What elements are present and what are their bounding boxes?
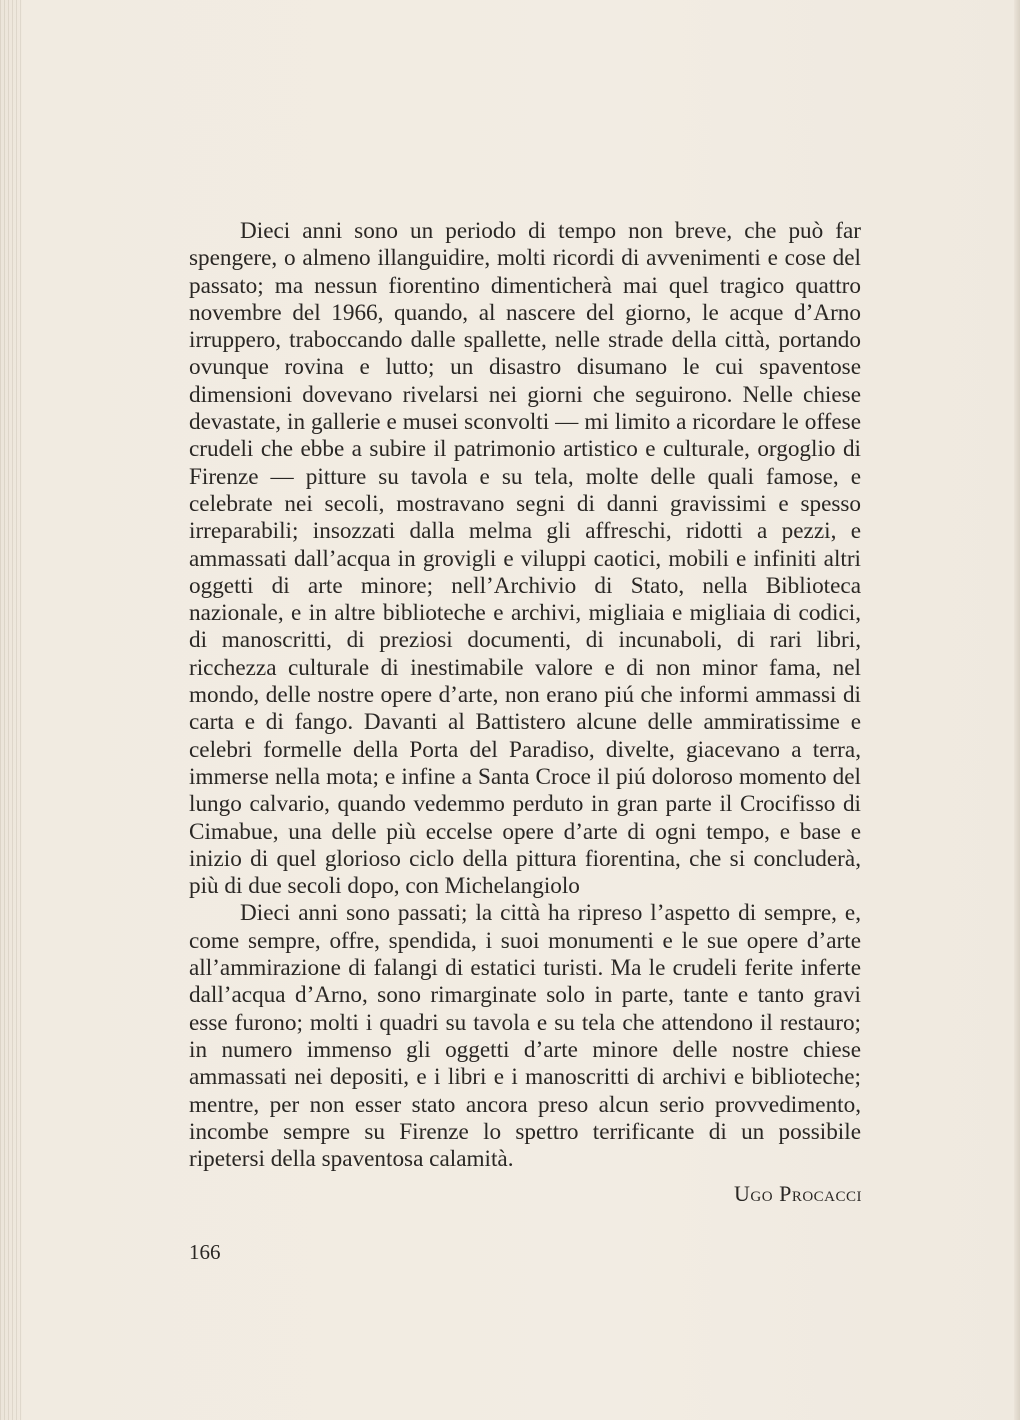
author-signature: Ugo Procacci	[734, 1181, 862, 1206]
page-number: 166	[189, 1240, 221, 1264]
paragraph-1: Dieci anni sono un periodo di tempo non breve, che può far spengere, o almeno illanguidire, molti ricordi di avvenimenti e cose del passato; ma nessun fiorentino dimenticherà mai quel tragico quattro novembre del 1966, quando, al nascere del giorno, le acque d’Arno irruppero, traboccando dalle spallette, nelle strade della città, portando ovunque rovina e lutto; un disastro disumano le cui spaventose dimensioni dovevano rivelarsi nei giorni che seguirono. Nelle chiese devastate, in gallerie e musei sconvolti — mi limito a ricordare le offese crudeli che ebbe a subire il patrimonio artistico e culturale, orgoglio di Firenze — pitture su tavola e su tela, molte delle quali famose, e celebrate nei secoli, mostravano segni di danni gravissimi e spesso irreparabili; insozzati dalla melma gli affreschi, ridotti a pezzi, e ammassati dall’acqua in grovigli e viluppi caotici, mobili e infiniti altri oggetti di arte minore; nell’Archivio di Stato, nella Biblioteca nazionale, e in altre biblioteche e archivi, migliaia e migliaia di codici, di manoscritti, di preziosi documenti, di incunaboli, di rari libri, ricchezza culturale di inestimabile valore e di non minor fama, nel mondo, delle nostre opere d’arte, non erano piú che informi ammassi di carta e di fango. Davanti al Battistero alcune delle ammiratissime e celebri formelle della Porta del Paradiso, divelte, giacevano a terra, immerse nella mota; e infine a Santa Croce il piú doloroso momento del lungo calvario, quando vedemmo perduto in gran parte il Crocifisso di Cimabue, una delle più eccelse opere d’arte di ogni tempo, e base e inizio di quel glorioso ciclo della pittura fiorentina, che si concluderà, più di due secoli dopo, con Michelangiolo	[189, 218, 861, 900]
binding-edge	[0, 0, 22, 1420]
article-body	[189, 218, 861, 1173]
page-edge	[1014, 0, 1020, 1420]
paragraph-2: Dieci anni sono passati; la città ha ripreso l’aspetto di sempre, e, come sempre, offre, spendida, i suoi monumenti e le sue opere d’arte all’ammirazione di falangi di estatici turisti. Ma le crudeli ferite inferte dall’acqua d’Arno, sono rimarginate solo in parte, tante e tanto gravi esse furono; molti i quadri su tavola e su tela che attendono il restauro; in numero immenso gli oggetti d’arte minore delle nostre chiese ammassati nei depositi, e i libri e i manoscritti di archivi e biblioteche; mentre, per non esser stato ancora preso alcun serio provvedimento, incombe sempre su Firenze lo spettro terrificante di un possibile ripetersi della spaventosa calamità.	[189, 900, 861, 1173]
